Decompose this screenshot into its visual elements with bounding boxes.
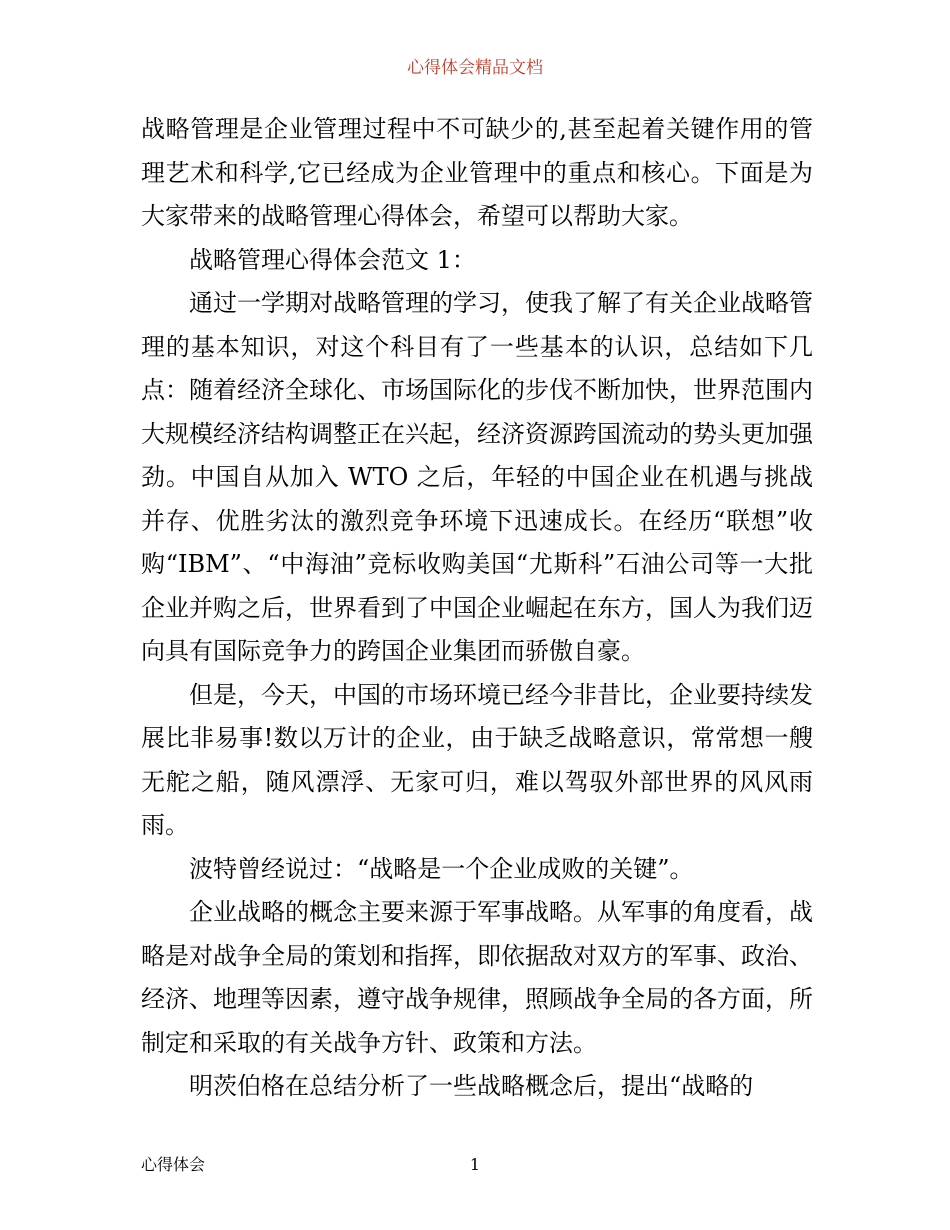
page-number: 1 <box>469 1155 481 1174</box>
paragraph-body-2: 但是，今天，中国的市场环境已经今非昔比，企业要持续发展比非易事!数以万计的企业，由于缺乏战略意识，常常想一艘无舵之船，随风漂浮、无家可归，难以驾驭外部世界的风风雨雨。 <box>141 680 813 839</box>
paragraph-intro: 战略管理是企业管理过程中不可缺少的,甚至起着关键作用的管理艺术和科学,它已经成为企业管理中的重点和核心。下面是为大家带来的战略管理心得体会，希望可以帮助大家。 <box>141 115 813 230</box>
paragraph-body-4: 明茨伯格在总结分析了一些战略概念后，提出“战略的 <box>189 1072 754 1100</box>
footer-label: 心得体会 <box>141 1155 206 1174</box>
paragraph-quote-porter: 波特曾经说过：“战略是一个企业成败的关键”。 <box>189 854 694 883</box>
paragraph-body-3: 企业战略的概念主要来源于军事战略。从军事的角度看，战略是对战争全局的策划和指挥，即依据敌对双方的军事、政治、经济、地理等因素，遵守战争规律，照顾战争全局的各方面，所制定和采取的有关战争方针、政策和方法。 <box>141 898 813 1057</box>
document-body <box>141 108 813 1109</box>
paragraph-section-heading: 战略管理心得体会范文 1： <box>189 245 476 274</box>
paragraph-body-1: 通过一学期对战略管理的学习，使我了解了有关企业战略管理的基本知识，对这个科目有了一些基本的认识，总结如下几点：随着经济全球化、市场国际化的步伐不断加快，世界范围内大规模经济结构调整正在兴起，经济资源跨国流动的势头更加强劲。中国自从加入 WTO 之后，年轻的中国企业在机遇与挑战并存、优胜劣汰的激烈竞争环境下迅速成长。在经历“联想”收购“IBM”、“中海油”竞标收购美国“尤斯科”石油公司等一大批企业并购之后，世界看到了中国企业崛起在东方，国人为我们迈向具有国际竞争力的跨国企业集团而骄傲自豪。 <box>141 289 813 665</box>
page-header-title: 心得体会精品文档 <box>407 58 543 78</box>
